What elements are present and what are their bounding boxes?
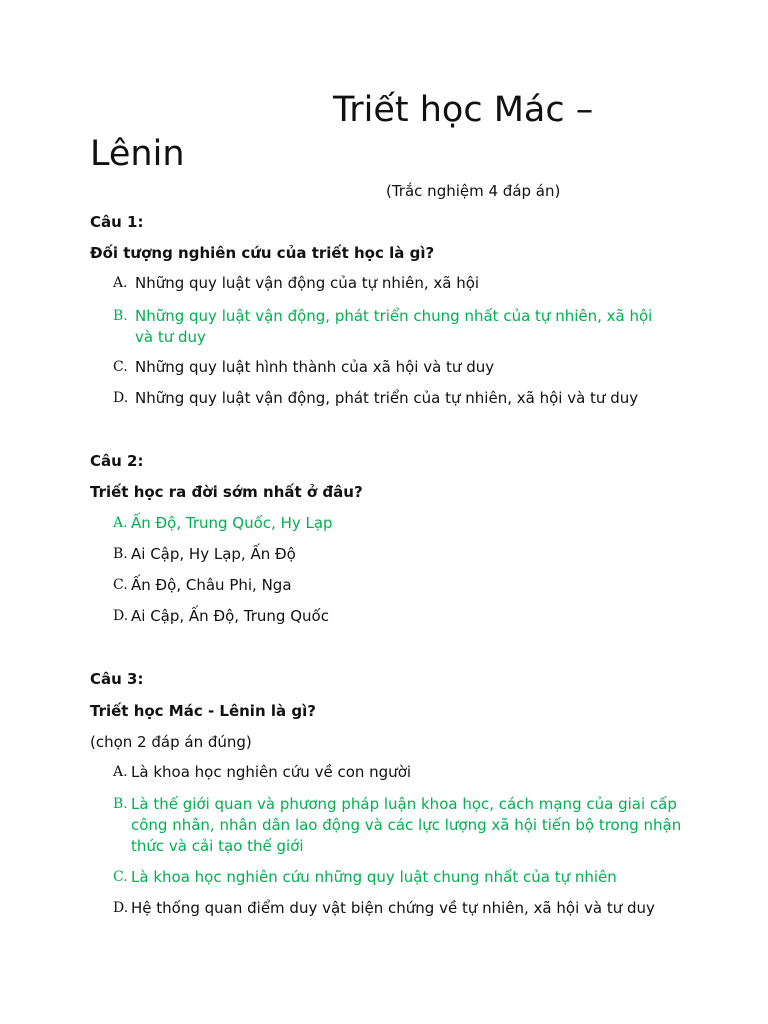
option-letter: D.: [113, 390, 129, 406]
option-text: Ai Cập, Ấn Độ, Trung Quốc: [131, 607, 329, 625]
option-letter: B.: [113, 796, 128, 812]
option-letter: C.: [113, 869, 128, 885]
question-text: Triết học ra đời sớm nhất ở đâu?: [90, 483, 363, 501]
answer-option-a: [113, 762, 693, 783]
option-text: Là thế giới quan và phương pháp luận khoa học, cách mạng của giai cấp công nhân, nhân dân lao động và các lực lượng xã hội tiến bộ trong nhận thức và cải tạo thế giới: [131, 795, 682, 855]
option-letter: D.: [113, 608, 129, 624]
answer-option-d: [113, 606, 693, 627]
document-subtitle: (Trắc nghiệm 4 đáp án): [386, 182, 561, 200]
option-text: Hệ thống quan điểm duy vật biện chứng về tự nhiên, xã hội và tư duy: [131, 899, 655, 917]
answer-option-a: [113, 273, 673, 294]
option-text: Những quy luật vận động, phát triển của tự nhiên, xã hội và tư duy: [135, 389, 639, 407]
question-note: (chọn 2 đáp án đúng): [90, 733, 252, 751]
question-number: Câu 3:: [90, 670, 144, 688]
answer-option-d: [113, 388, 673, 409]
option-letter: B.: [113, 546, 128, 562]
option-letter: B.: [113, 308, 128, 324]
answer-option-c: [113, 575, 693, 596]
option-text: Ai Cập, Hy Lạp, Ấn Độ: [131, 545, 296, 563]
answer-option-c: [113, 867, 693, 888]
option-letter: A.: [113, 515, 128, 531]
option-text: Những quy luật vận động, phát triển chung nhất của tự nhiên, xã hội và tư duy: [135, 307, 653, 346]
option-letter: A.: [113, 275, 128, 291]
option-text: Ấn Độ, Châu Phi, Nga: [131, 576, 292, 594]
option-text: Những quy luật vận động của tự nhiên, xã hội: [135, 274, 480, 292]
document-title: Triết học Mác – Lênin: [90, 90, 594, 174]
option-text: Là khoa học nghiên cứu những quy luật chung nhất của tự nhiên: [131, 868, 617, 886]
option-text: Là khoa học nghiên cứu về con người: [131, 763, 412, 781]
option-text: Những quy luật hình thành của xã hội và tư duy: [135, 358, 495, 376]
question-number: Câu 2:: [90, 452, 144, 470]
option-letter: D.: [113, 900, 129, 916]
option-letter: C.: [113, 577, 128, 593]
question-text: Đối tượng nghiên cứu của triết học là gì?: [90, 244, 435, 262]
option-text: Ấn Độ, Trung Quốc, Hy Lạp: [131, 514, 333, 532]
option-letter: A.: [113, 764, 128, 780]
answer-option-d: [113, 898, 693, 919]
answer-option-b: [113, 544, 693, 565]
answer-option-b: [113, 306, 673, 348]
answer-option-c: [113, 357, 673, 378]
answer-option-b: [113, 794, 693, 857]
answer-option-a: [113, 513, 693, 534]
question-number: Câu 1:: [90, 213, 144, 231]
question-text: Triết học Mác - Lênin là gì?: [90, 702, 316, 720]
option-letter: C.: [113, 359, 128, 375]
